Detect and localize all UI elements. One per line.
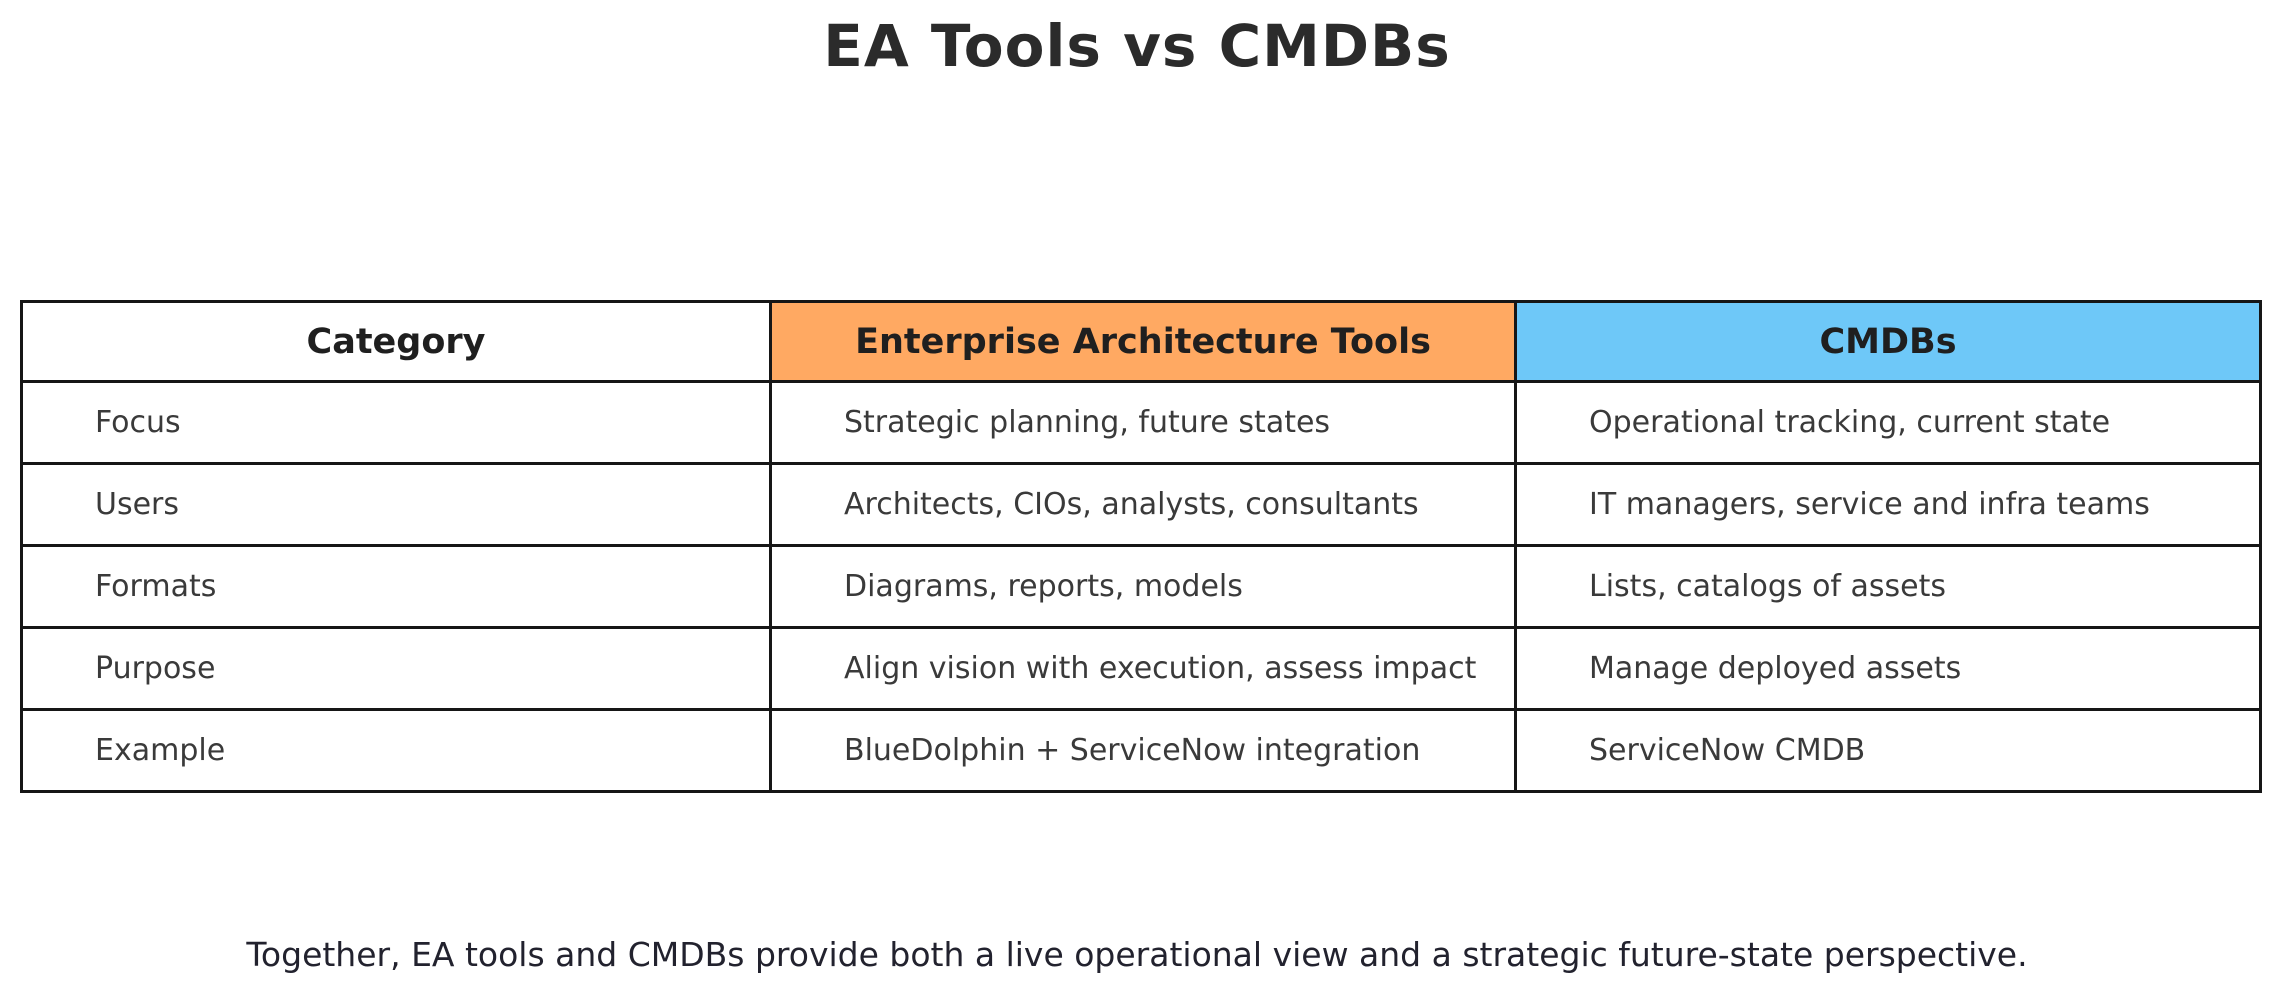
cell-category: Example: [22, 710, 771, 792]
cell-ea-value: BlueDolphin + ServiceNow integration: [771, 710, 1516, 792]
figure-caption: Together, EA tools and CMDBs provide both a live operational view and a strategic future-state perspective.: [246, 935, 2028, 974]
cell-ea-value: Strategic planning, future states: [771, 382, 1516, 464]
cell-cmdb-value: Operational tracking, current state: [1516, 382, 2261, 464]
header-category: Category: [22, 302, 771, 382]
table-row: [22, 628, 2261, 710]
cell-category: Formats: [22, 546, 771, 628]
cell-category: Purpose: [22, 628, 771, 710]
cell-ea-value: Align vision with execution, assess impact: [771, 628, 1516, 710]
comparison-table: [20, 300, 2262, 793]
header-row: [22, 302, 2261, 382]
cell-ea-value: Architects, CIOs, analysts, consultants: [771, 464, 1516, 546]
cell-cmdb-value: Lists, catalogs of assets: [1516, 546, 2261, 628]
cell-category: Focus: [22, 382, 771, 464]
table-row: [22, 464, 2261, 546]
table-row: [22, 546, 2261, 628]
cell-cmdb-value: ServiceNow CMDB: [1516, 710, 2261, 792]
table-row: [22, 710, 2261, 792]
figure-title: EA Tools vs CMDBs: [823, 12, 1451, 80]
header-ea-tools: Enterprise Architecture Tools: [771, 302, 1516, 382]
header-cmdbs: CMDBs: [1516, 302, 2261, 382]
cell-cmdb-value: IT managers, service and infra teams: [1516, 464, 2261, 546]
cell-cmdb-value: Manage deployed assets: [1516, 628, 2261, 710]
table-row: [22, 382, 2261, 464]
cell-category: Users: [22, 464, 771, 546]
cell-ea-value: Diagrams, reports, models: [771, 546, 1516, 628]
